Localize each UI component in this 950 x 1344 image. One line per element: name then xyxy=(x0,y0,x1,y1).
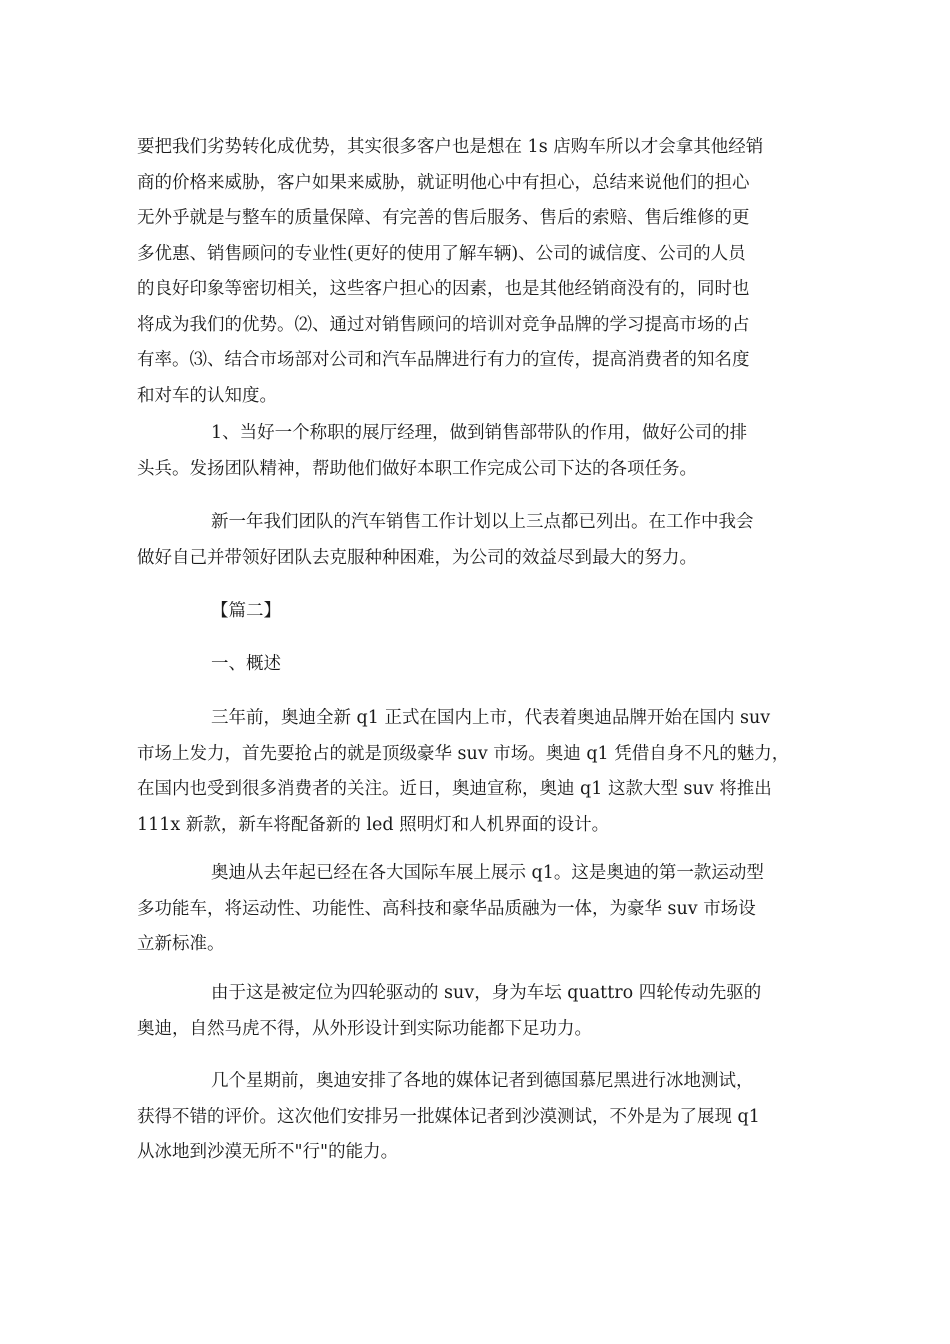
text-line: 111x 新款，新车将配备新的 led 照明灯和人机界面的设计。 xyxy=(137,814,610,835)
paragraph-continuation xyxy=(137,130,837,414)
paragraph-overview xyxy=(137,701,837,843)
text-line: 市场上发力，首先要抢占的就是顶级豪华 suv 市场。奥迪 q1 凭借自身不凡的魅力， xyxy=(137,743,790,764)
text-line: 无外乎就是与整车的质量保障、有完善的售后服务、售后的索赔、售后维修的更 xyxy=(137,208,750,228)
text-line: 和对车的认知度。 xyxy=(137,385,277,406)
text-line: 奥迪从去年起已经在各大国际车展上展示 q1。这是奥迪的第一款运动型 xyxy=(211,863,764,883)
paragraph-new-year-plan xyxy=(137,505,837,576)
text-line: 三年前，奥迪全新 q1 正式在国内上市，代表着奥迪品牌开始在国内 suv xyxy=(211,708,771,728)
paragraph-testing xyxy=(137,1064,837,1171)
text-line: 奥迪，自然马虎不得，从外形设计到实际功能都下足功力。 xyxy=(137,1018,592,1039)
subheading-title: 一、概述 xyxy=(211,654,281,674)
text-line: 几个星期前，奥迪安排了各地的媒体记者到德国慕尼黑进行冰地测试， xyxy=(211,1071,754,1091)
text-line: 将成为我们的优势。⑵、通过对销售顾问的培训对竞争品牌的学习提高市场的占 xyxy=(137,314,750,335)
text-line: 获得不错的评价。这次他们安排另一批媒体记者到沙漠测试，不外是为了展现 q1 xyxy=(137,1106,760,1127)
text-line: 由于这是被定位为四轮驱动的 suv，身为车坛 quattro 四轮传动先驱的 xyxy=(211,983,762,1003)
text-line: 有率。⑶、结合市场部对公司和汽车品牌进行有力的宣传，提高消费者的知名度 xyxy=(137,350,750,370)
section-heading xyxy=(137,594,837,630)
text-line: 商的价格来威胁，客户如果来威胁，就证明他心中有担心，总结来说他们的担心 xyxy=(137,172,750,193)
text-line: 从冰地到沙漠无所不"行"的能力。 xyxy=(137,1142,399,1162)
text-line: 做好自己并带领好团队去克服种种困难，为公司的效益尽到最大的努力。 xyxy=(137,547,697,568)
text-line: 新一年我们团队的汽车销售工作计划以上三点都已列出。在工作中我会 xyxy=(211,512,754,532)
paragraph-quattro xyxy=(137,976,837,1047)
text-line: 要把我们劣势转化成优势，其实很多客户也是想在 1s 店购车所以才会拿其他经销 xyxy=(137,137,764,157)
text-line: 多优惠、销售顾问的专业性(更好的使用了解车辆)、公司的诚信度、公司的人员 xyxy=(137,243,746,264)
paragraph-showroom-manager xyxy=(137,416,837,487)
section-title: 【篇二】 xyxy=(211,601,281,621)
text-line: 头兵。发扬团队精神，帮助他们做好本职工作完成公司下达的各项任务。 xyxy=(137,458,697,479)
subheading xyxy=(137,647,837,683)
text-line: 立新标准。 xyxy=(137,934,225,954)
paragraph-auto-shows xyxy=(137,856,837,963)
text-line: 1、当好一个称职的展厅经理，做到销售部带队的作用，做好公司的排 xyxy=(211,423,748,443)
text-line: 在国内也受到很多消费者的关注。近日，奥迪宣称，奥迪 q1 这款大型 suv 将推出 xyxy=(137,779,772,799)
text-line: 的良好印象等密切相关，这些客户担心的因素，也是其他经销商没有的，同时也 xyxy=(137,279,750,299)
text-line: 多功能车，将运动性、功能性、高科技和豪华品质融为一体，为豪华 suv 市场设 xyxy=(137,898,756,919)
